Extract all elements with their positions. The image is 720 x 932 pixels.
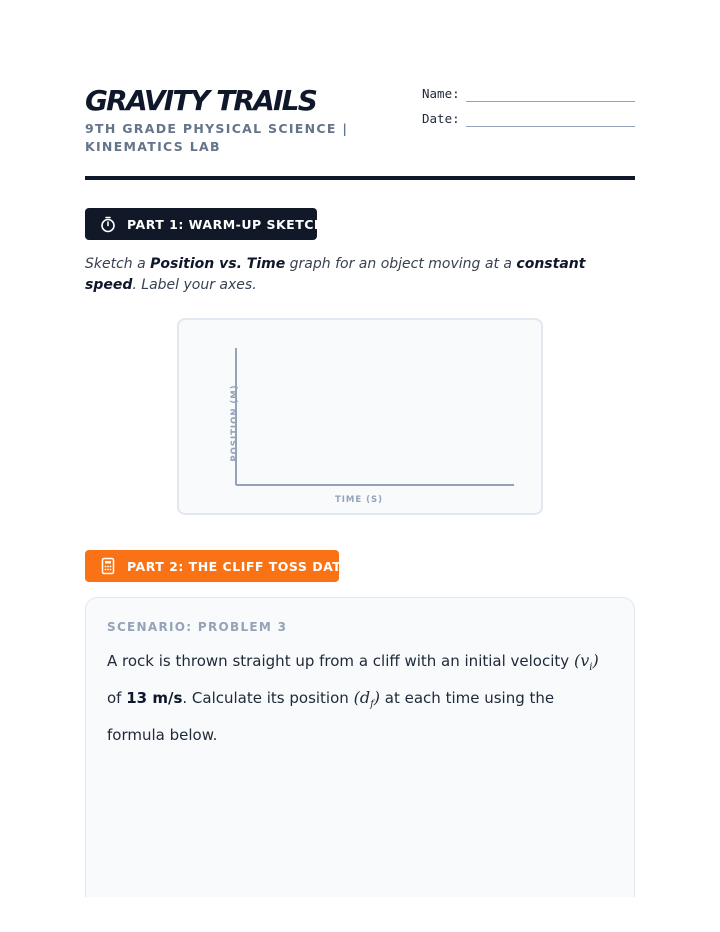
instr-text: Sketch a <box>85 256 151 272</box>
part2-badge-label: PART 2: THE CLIFF TOSS DATA <box>127 558 351 574</box>
sketch-area[interactable] <box>177 318 543 515</box>
scenario-kicker: SCENARIO: PROBLEM 3 <box>107 620 288 634</box>
scenario-text-part: of <box>107 689 127 708</box>
instr-emphasis: Position vs. Time <box>150 256 286 272</box>
name-field[interactable] <box>422 86 635 104</box>
sketch-axes <box>179 320 541 513</box>
scenario-text-part: . Calculate its position <box>182 689 354 708</box>
instr-text: . Label your axes. <box>132 277 257 293</box>
x-axis-label: TIME (S) <box>334 495 384 505</box>
part1-badge <box>85 208 325 240</box>
velocity-value: 13 m/s <box>126 689 183 708</box>
scenario-text-part: at each time using the formula below. <box>107 689 555 745</box>
header-divider <box>85 176 635 180</box>
name-line[interactable] <box>466 101 635 102</box>
scenario-text <box>107 646 612 750</box>
final-position-var: $(d_f)$ <box>353 688 381 711</box>
stopwatch-icon <box>99 215 117 233</box>
date-label: Date: <box>422 111 460 126</box>
date-field[interactable] <box>422 111 635 129</box>
worksheet-title: GRAVITY TRAILS <box>85 84 317 117</box>
scenario-text-part: A rock is thrown straight up from a cliff with an initial velocity <box>107 652 574 670</box>
name-label: Name: <box>422 86 460 101</box>
part2-badge <box>85 550 351 582</box>
worksheet-subtitle: 9TH GRADE PHYSICAL SCIENCE | KINEMATICS LAB <box>85 121 349 154</box>
part1-badge-label: PART 1: WARM-UP SKETCH <box>127 216 325 232</box>
calculator-icon <box>99 557 117 575</box>
initial-velocity-var: $(v_i)$ <box>573 651 599 674</box>
date-line[interactable] <box>466 126 635 127</box>
scenario-card <box>85 597 635 897</box>
instr-emphasis: constant speed <box>85 256 586 293</box>
y-axis-label: POSITION (M) <box>230 384 240 462</box>
part1-instructions <box>85 254 635 296</box>
instr-text: graph for an object moving at a <box>285 256 517 272</box>
